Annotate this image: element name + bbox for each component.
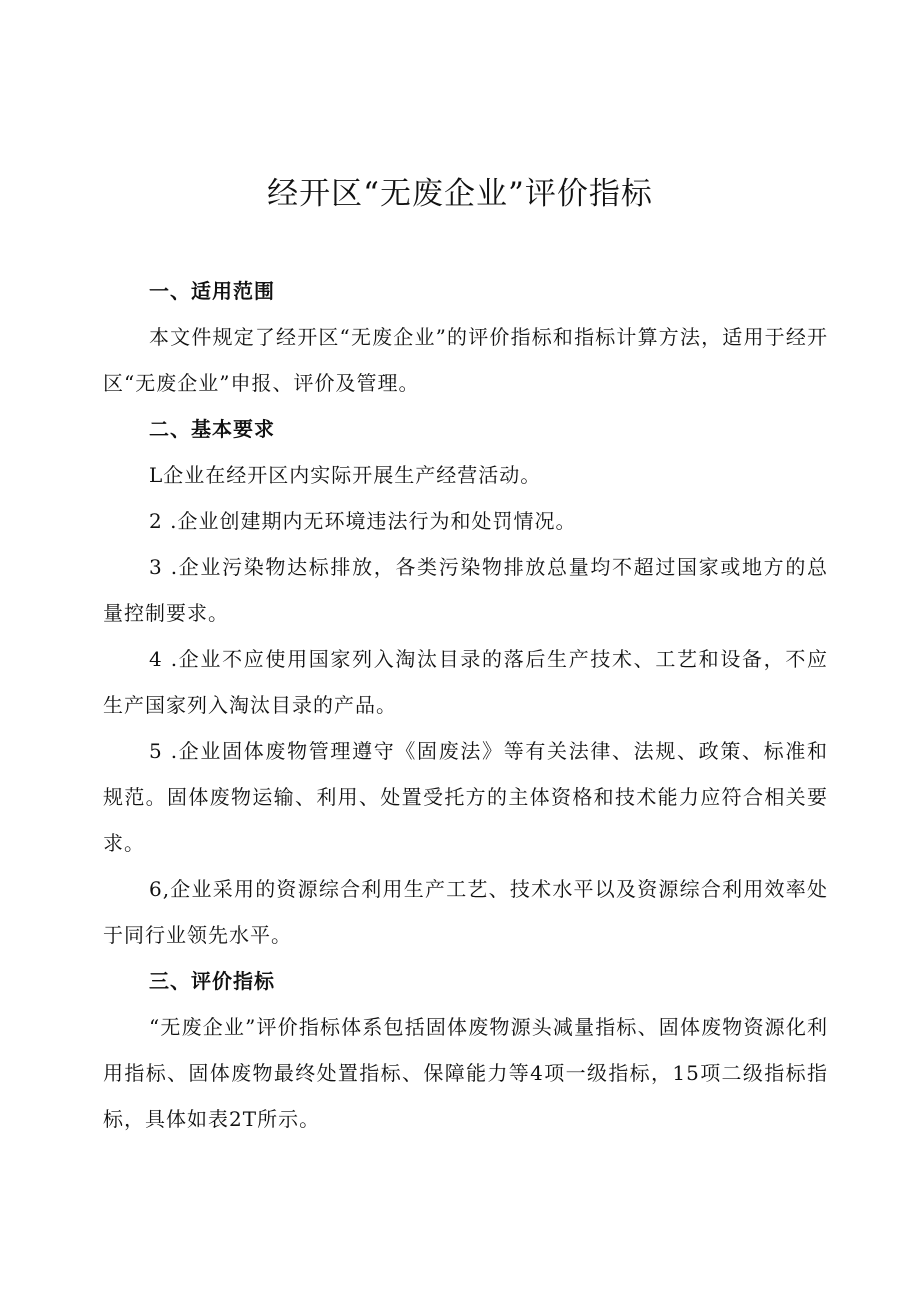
requirement-item-3: 3 .企业污染物达标排放，各类污染物排放总量均不超过国家或地方的总量控制要求。 bbox=[103, 555, 828, 625]
paragraph-scope-1: 本文件规定了经开区“无废企业”的评价指标和指标计算方法，适用于经开区“无废企业”申报、评价及管理。 bbox=[103, 325, 828, 395]
section-heading-basic-requirements: 二、基本要求 bbox=[149, 417, 275, 441]
document-title: 经开区“无废企业”评价指标 bbox=[267, 176, 653, 212]
requirement-item-2: 2 .企业创建期内无环境违法行为和处罚情况。 bbox=[149, 509, 577, 533]
section-basic-requirements bbox=[103, 406, 828, 958]
section-evaluation-indicators bbox=[103, 958, 828, 1142]
section-heading-evaluation-indicators: 三、评价指标 bbox=[149, 969, 275, 993]
section-heading-scope: 一、适用范围 bbox=[149, 279, 275, 303]
requirement-item-5: 5 .企业固体废物管理遵守《固废法》等有关法律、法规、政策、标准和规范。固体废物运输、利用、处置受托方的主体资格和技术能力应符合相关要求。 bbox=[103, 739, 828, 855]
section-scope bbox=[103, 268, 828, 406]
requirement-item-6: 6,企业采用的资源综合利用生产工艺、技术水平以及资源综合利用效率处于同行业领先水平。 bbox=[103, 877, 828, 947]
paragraph-evaluation-1: “无废企业”评价指标体系包括固体废物源头减量指标、固体废物资源化利用指标、固体废物最终处置指标、保障能力等4项一级指标，15项二级指标指标，具体如表2T所示。 bbox=[103, 1015, 828, 1131]
requirement-item-1: L企业在经开区内实际开展生产经营活动。 bbox=[149, 463, 542, 487]
requirement-item-4: 4 .企业不应使用国家列入淘汰目录的落后生产技术、工艺和设备，不应生产国家列入淘汰目录的产品。 bbox=[103, 647, 828, 717]
document-body bbox=[103, 268, 828, 1142]
